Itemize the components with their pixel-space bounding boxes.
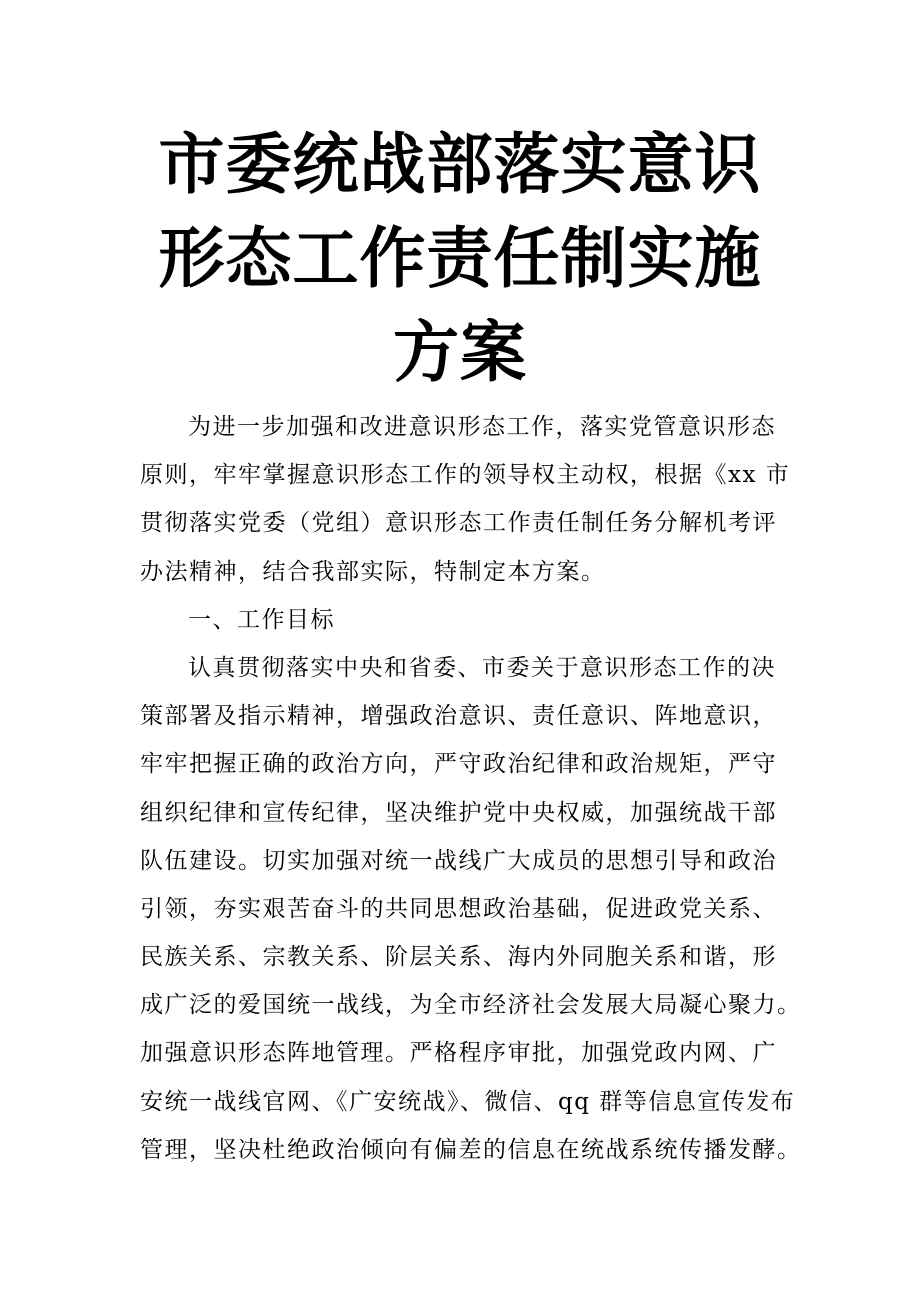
intro-paragraph-line: 办法精神，结合我部实际，特制定本方案。 (140, 558, 606, 585)
goal-paragraph-line: 安统一战线官网、《广安统战》、微信、qq 群等信息宣传发布 (140, 1088, 796, 1115)
section-heading: 一、工作目标 (188, 606, 335, 633)
intro-paragraph-line: 贯彻落实党委（党组）意识形态工作责任制任务分解机考评 (140, 510, 777, 537)
goal-paragraph-line: 策部署及指示精神，增强政治意识、责任意识、阵地意识， (140, 703, 777, 730)
goal-paragraph-line: 队伍建设。切实加强对统一战线广大成员的思想引导和政治 (140, 847, 777, 874)
title-line-3: 方案 (393, 314, 527, 391)
document-body (140, 403, 802, 1174)
goal-paragraph-line: 牢牢把握正确的政治方向，严守政治纪律和政治规矩，严守 (140, 751, 777, 778)
goal-paragraph-line: 成广泛的爱国统一战线，为全市经济社会发展大局凝心聚力。 (140, 992, 802, 1019)
intro-paragraph-line: 为进一步加强和改进意识形态工作，落实党管意识形态 (188, 414, 776, 440)
title-line-2: 形态工作责任制实施 (158, 220, 762, 297)
goal-paragraph-line: 组织纪律和宣传纪律，坚决维护党中央权威，加强统战干部 (140, 799, 777, 826)
document-title (140, 118, 780, 400)
goal-paragraph-line: 引领，夯实艰苦奋斗的共同思想政治基础，促进政党关系、 (140, 895, 777, 922)
goal-paragraph-line: 加强意识形态阵地管理。严格程序审批，加强党政内网、广 (140, 1040, 777, 1067)
goal-paragraph-line: 民族关系、宗教关系、阶层关系、海内外同胞关系和谐，形 (140, 944, 777, 971)
goal-paragraph-line: 认真贯彻落实中央和省委、市委关于意识形态工作的决 (188, 654, 776, 681)
goal-paragraph-line: 管理，坚决杜绝政治倾向有偏差的信息在统战系统传播发酵。 (140, 1136, 802, 1163)
intro-paragraph-line: 原则，牢牢掌握意识形态工作的领导权主动权，根据《xx 市 (140, 462, 791, 489)
title-line-1: 市委统战部落实意识 (158, 126, 762, 203)
